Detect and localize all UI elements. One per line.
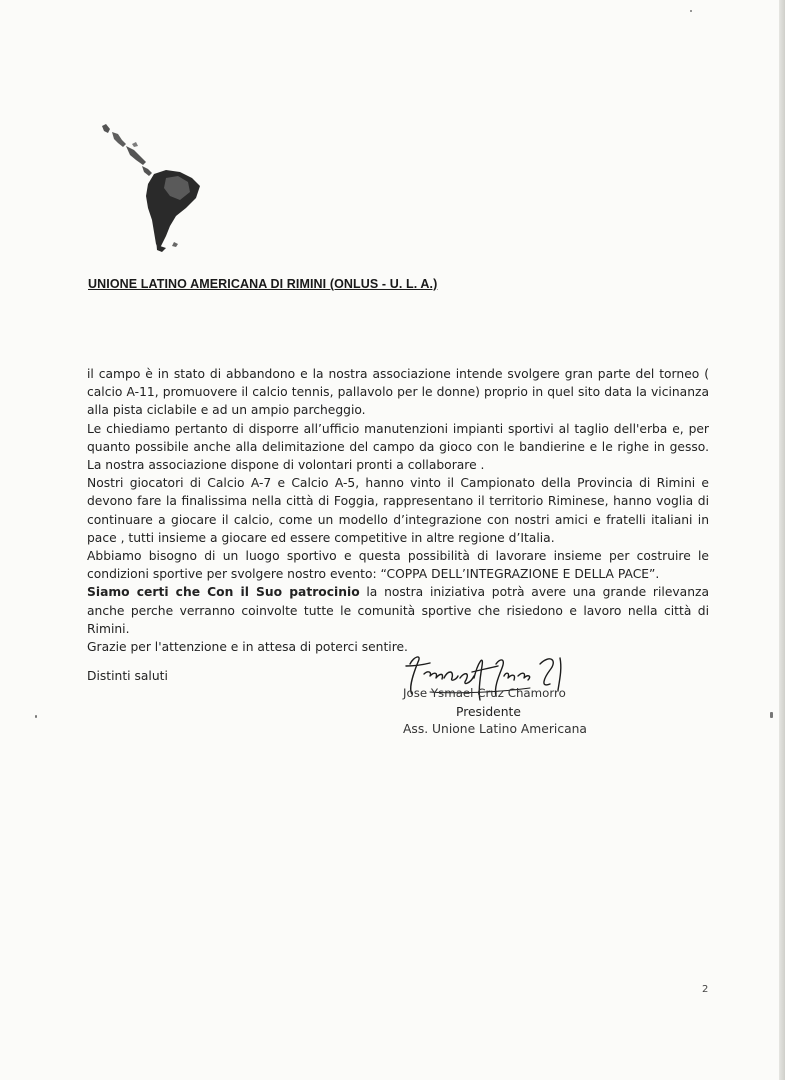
- paragraph-5-text: la nostra iniziativa potrà avere una grande rilevanza anche perche verranno coinvolte tutte le comunità sportive che risiedono e lavoro nella città di Rimini.: [87, 585, 709, 636]
- association-heading: UNIONE LATINO AMERICANA DI RIMINI (ONLUS - U. L. A.): [88, 277, 438, 291]
- closing-salutation: Distinti saluti: [87, 669, 168, 683]
- latin-america-map-icon: [96, 120, 206, 255]
- page-number: 2: [702, 984, 709, 995]
- scan-edge-shadow: [779, 0, 785, 1080]
- scan-speck: [35, 715, 37, 718]
- paragraph-2: Le chiediamo pertanto di disporre all’ufficio manutenzioni impianti sportivi al taglio dell'erba e, per quanto possibile anche alla delimitazione del campo da gioco con le bandierine e le righe in gesso. La nostra associazione dispone di volontari pronti a collaborare .: [87, 421, 709, 473]
- signer-name: Jose Ysmael Cruz Chamorro: [403, 686, 566, 700]
- letter-body: [87, 365, 709, 656]
- scan-speck: [690, 10, 692, 12]
- signer-organization: Ass. Unione Latino Americana: [403, 722, 587, 736]
- paragraph-5: [87, 583, 709, 638]
- paragraph-1: il campo è in stato di abbandono e la nostra associazione intende svolgere gran parte del torneo ( calcio A-11, promuovere il calcio tennis, pallavolo per le donne) proprio in quel sito data la vicinanza alla pista ciclabile e ad un ampio parcheggio.: [87, 367, 709, 418]
- paragraph-3: Nostri giocatori di Calcio A-7 e Calcio A-5, hanno vinto il Campionato della Provincia di Rimini e devono fare la finalissima nella città di Foggia, rappresentano il territorio Riminese, hanno voglia di continuare a giocare il calcio, come un modello d’integrazione con nostri amici e fratelli italiani in pace , tutti insieme a giocare ed essere competitive in altre regione d’Italia.: [87, 476, 709, 545]
- paragraph-4: Abbiamo bisogno di un luogo sportivo e questa possibilità di lavorare insieme per costruire le condizioni sportive per svolgere nostro evento: “COPPA DELL’INTEGRAZIONE E DELLA PACE”.: [87, 549, 709, 582]
- signer-role: Presidente: [456, 705, 521, 719]
- paragraph-6: Grazie per l'attenzione e in attesa di poterci sentire.: [87, 640, 408, 655]
- scan-speck: [770, 712, 773, 718]
- paragraph-5-bold-lead: Siamo certi che Con il Suo patrocinio: [87, 585, 360, 600]
